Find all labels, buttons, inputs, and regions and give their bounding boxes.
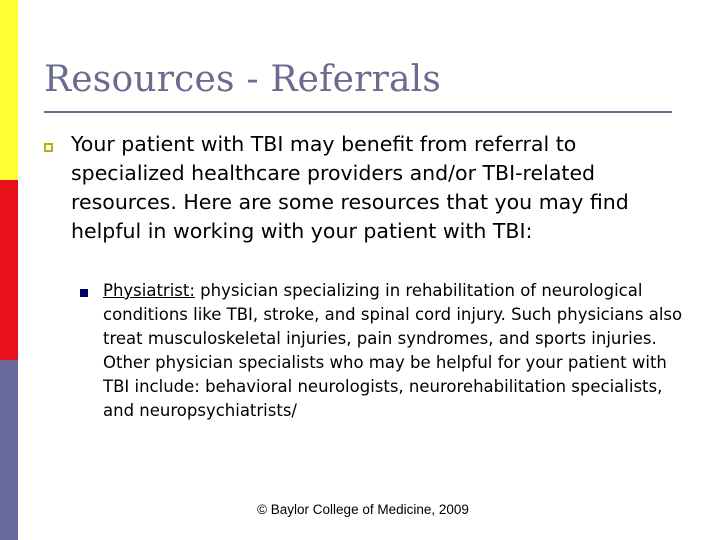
sidebar-band-red: [0, 180, 18, 360]
sub-bullet-square-icon: [80, 289, 88, 297]
sub-bullet-text: [103, 279, 688, 423]
sidebar-accent: [0, 0, 18, 540]
slide-title: Resources - Referrals: [44, 59, 442, 100]
sub-bullet-term: Physiatrist:: [103, 281, 195, 300]
copyright-footer: © Baylor College of Medicine, 2009: [257, 502, 469, 517]
title-underline: [44, 111, 672, 113]
sidebar-band-yellow: [0, 0, 18, 180]
bullet-square-icon: [44, 143, 53, 152]
bullet-text: Your patient with TBI may benefit from referral to specialized healthcare providers and/or TBI-related resources. Here are some resources that you may find helpful in working with your patient with TBI:: [71, 132, 629, 243]
sub-bullet-description: physician specializing in rehabilitation of neurological conditions like TBI, stroke, and spinal cord injury. Such physicians also treat musculoskeletal injuries, pain syndromes, and sports injuries. Other physician specialists who may be helpful for your patient with TBI include: behavioral neurologists, neurorehabilitation specialists, and neuropsychiatrists/: [103, 281, 683, 420]
